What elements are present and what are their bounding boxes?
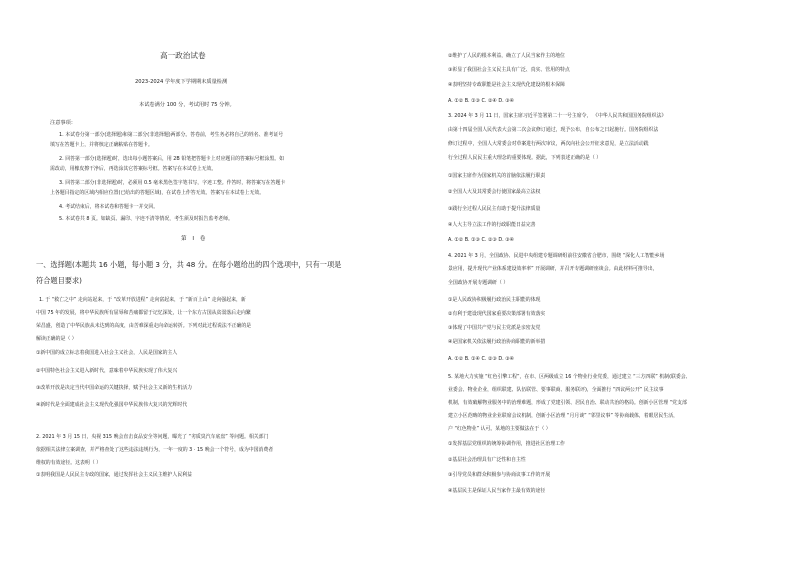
question-2-choices: A. ①② B. ①③ C. ②④ D. ③④ — [448, 98, 514, 104]
question-4-option: ①是人民政协积极履行政治民主职能的体现 — [448, 297, 541, 303]
question-5-option: ③引导党员和群众积极参与协商议事工作的开展 — [448, 472, 551, 478]
question-2-option: ②维护了人民的根本利益，确立了人民当家作主的地位 — [448, 53, 565, 59]
question-3-option: ④人大主导立法工作的行政职能日益完善 — [448, 222, 536, 228]
notice-line: 需改动，用橡皮擦干净后，再选涂其它答案标号框。答案写在本试卷上无效。 — [50, 166, 217, 172]
question-3-line: 行全过程人民民主重大理念的重要体现。据此，下列表述正确的是（ ） — [448, 155, 602, 161]
question-2-line: 依据相关法律立案调查，并严格查处了这些违法违规行为，一年一度的 3 · 15 晚会一个符号，成为中国消费者 — [36, 447, 274, 453]
notice-heading: 注意事项： — [50, 120, 76, 126]
notice-line: 上各题目指定的区域内相应位置(已给出的答题区域)，在试卷上作答无效。答案写在本试卷上无效。 — [50, 190, 265, 196]
question-5-line: 建立小区范畴的物业企业联席会议机制，创新小区治理 “月月谈” “邻里议事” 等协商载体，着眼居民生活， — [448, 413, 678, 419]
question-5-line: 业委会、物业企业，组织联建、队伍联管、要事联商、服务联评)，全面推行 “四议两公开” 民主议事 — [448, 387, 664, 393]
question-3-option: ③践行全过程人民民主有助于提升法律质量 — [448, 206, 541, 212]
section-title: 第 Ⅰ 卷 — [181, 236, 208, 242]
question-3-choices: A. ①② B. ①③ C. ②③ D. ③④ — [448, 237, 514, 243]
exam-info: 本试卷满分 100 分，考试用时 75 分钟。 — [139, 102, 235, 108]
question-1-line: 荣昌盛，创造了中华民族从未达到的高度，由苦难深重走向命运转折。下列对此过程说法不正确的是 — [36, 323, 252, 329]
question-2-option: ③彰显了我国社会主义民主具有广泛、真实、管用的特点 — [448, 67, 570, 73]
instructions-line: 一、选择题(本题共 16 小题，每小题 3 分，共 48 分。在每小题给出的四个选项中，只有一项是 — [36, 260, 342, 269]
notice-line: 3. 回答第二部分(非选择题)时，必须用 0.5 毫米黑色签字笔书写，字迹工整。作答时，将答案写在答题卡 — [59, 180, 286, 186]
question-1-option: ③改革开放是决定当代中国命运的关键抉择，赋予社会主义新的生机活力 — [36, 385, 192, 391]
question-4-line: 景应用，提升现代产业体系建设效率率” 开展调研，并召开专题调研座谈会。由此材料可推导出， — [448, 266, 658, 272]
question-1-option: ④新时代是全面建成社会主义现代化强国中华民族伟大复兴的光辉时代 — [36, 402, 188, 408]
question-3-line: 修订过程中，全国人大常委会对草案进行两次审议，两次向社会公开征求意见，是立法活动践 — [448, 141, 649, 147]
question-4-line: 全国政协开展专题调研（ ） — [448, 280, 509, 286]
question-2-line: 维权的有效途径。这表明（ ） — [36, 460, 102, 466]
question-2-option: ④表明坚持专政职能是社会主义现代化建设的根本保障 — [448, 82, 565, 88]
question-1-option: ②中国特色社会主义进入新时代，意味着中华民族实现了伟大复兴 — [36, 368, 178, 374]
question-3-line: 3. 2024 年 3 月 11 日，国家主席习近平签署第二十一号主席令， 《中华人民共和国国务院组织法》 — [448, 113, 667, 119]
question-4-line: 4. 2021 年 3 月，全国政协、民进中央组建专题调研组前往安徽省合肥市，围绕 “深化人工智能乡场 — [448, 253, 665, 259]
question-3-line: 由第十四届全国人民代表大会第二次会议修订通过，现予公布，自公布之日起施行。国务院组织法 — [448, 127, 659, 133]
question-5-option: ②基层社会治理具有广泛性和自主性 — [448, 457, 526, 463]
question-2-option: ①表明我国是人民民主专政的国家，通过发挥社会主义民主维护人民利益 — [36, 472, 192, 478]
notice-line: 5. 本试卷共 8 页。如缺页、漏印、字迹不清等情况，考生须及时报告监考老师。 — [59, 216, 233, 222]
question-5-line: 5. 某地大力实施 “红色引擎工程”，在市、区两级成立 16 个物业行业党委，通过建立 “三方四联” 机制(联委会、 — [448, 374, 691, 380]
question-2-line: 2. 2021 年 3 月 15 日，央视 315 晚会直击食品安全等问题，曝光了 “劣质臭汽车底盘” 等问题。相关部门 — [36, 434, 269, 440]
notice-line: 4. 考试结束后，将本试卷和答题卡一并交回。 — [59, 204, 159, 210]
question-1-line: 中国 75 年的发展，将中华民族所有屈辱和苦痛都留于记忆深处，让一个东方古国从贫弱落后走向繁 — [36, 310, 251, 316]
exam-subtitle: 2023-2024 学年度下学期期末质量检测 — [135, 79, 228, 85]
question-1-option: ①新中国的成立标志着我国进入社会主义社会，人民是国家的主人 — [36, 350, 178, 356]
notice-line: 2. 回答第一部分(选择题)时，选出每小题答案后，用 2B 铅笔把答题卡上对应题目的答案标号框涂黑。如 — [59, 156, 285, 162]
exam-title: 高一政治试卷 — [160, 51, 206, 60]
notice-line: 1. 本试卷分第一部分(选择题)和第二部分(非选择题)两部分。答卷前，考生务必将自己的姓名、准考证号 — [59, 132, 284, 138]
question-1-line: 解读正确的是（ ） — [36, 336, 77, 342]
question-5-line: 户 “红色物业” 认可。某地的主要做法在于（ ） — [448, 426, 551, 432]
question-5-option: ①发挥基层党组织的统筹协调作用，推进社区治理工作 — [448, 441, 565, 447]
question-5-option: ④基层民主是保证人民当家作主最有效的途径 — [448, 488, 546, 494]
instructions-line: 符合题目要求) — [36, 276, 82, 285]
question-3-option: ②全国人大及其常委会行使国家最高立法权 — [448, 189, 541, 195]
question-3-option: ①国家主席作为国家机关的首脑依法履行职责 — [448, 173, 546, 179]
question-1-line: 1. 于 “救亡之中” 走向站起来，于 “改革开放进程” 走向富起来，于 “新百上山” 走向强起来，新 — [39, 297, 246, 303]
question-4-option: ④是国家机关依法履行政治协商职能的新举措 — [448, 339, 546, 345]
question-4-option: ②有利于建设现代国家重要决策部署有效落实 — [448, 311, 546, 317]
question-5-line: 机制，有效破解物业服务中的治理难题，形成了党建引领、居民自治、联动共治的格局。创新小区管理 “党支部 — [448, 400, 687, 406]
question-4-option: ③体现了中国共产党与民主党派是亲密友党 — [448, 325, 541, 331]
notice-line: 填写在答题卡上，并将核定正确粘贴在答题卡。 — [50, 142, 153, 148]
question-4-choices: A. ①② B. ①④ C. ②③ D. ③④ — [448, 356, 514, 362]
